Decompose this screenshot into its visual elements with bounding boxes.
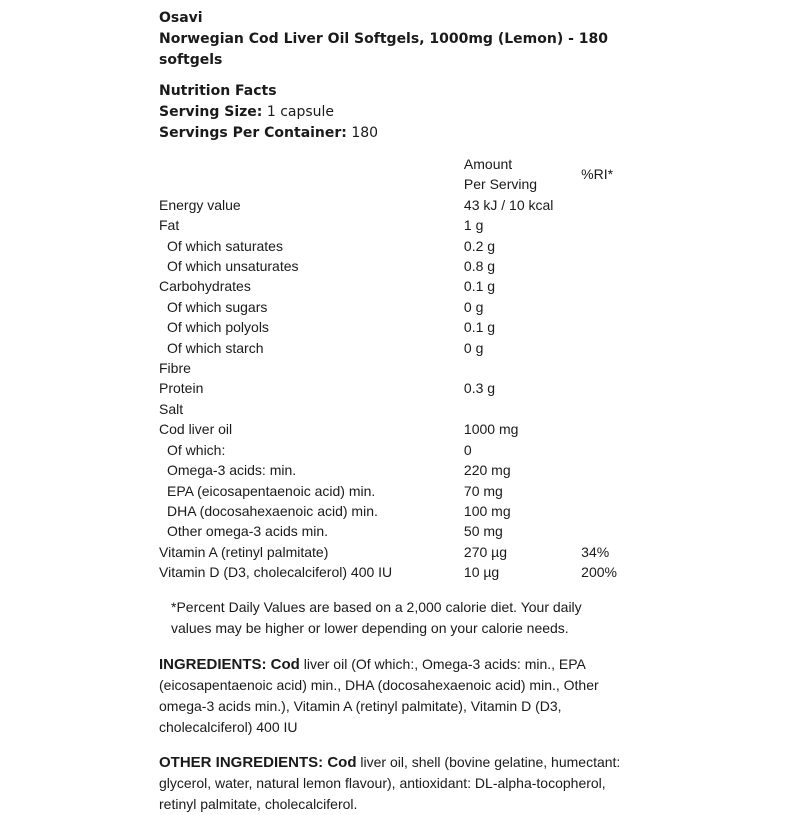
nutrient-amount <box>464 399 581 419</box>
nutrient-name <box>159 358 464 378</box>
nutrient-name-text: Carbohydrates <box>159 278 251 295</box>
nutrient-amount: 0.1 g <box>463 278 496 295</box>
nutrient-name-text: Fibre <box>159 360 191 377</box>
nutrient-ri <box>581 399 639 419</box>
table-header-row-2 <box>159 174 639 194</box>
nutrient-name-text: Of which saturates <box>167 237 283 254</box>
brand-name: Osavi <box>159 10 203 26</box>
servings-per-container <box>159 123 639 144</box>
nutrient-amount: 43 kJ / 10 kcal <box>463 196 554 213</box>
nutrient-name <box>159 399 464 419</box>
nutrient-name-text: EPA (eicosapentaenoic acid) min. <box>167 482 376 499</box>
serving-size-label: Serving Size: <box>159 104 263 120</box>
nutrient-amount: 0.1 g <box>463 319 496 336</box>
nutrition-facts-title: Nutrition Facts <box>159 83 277 99</box>
nutrient-name <box>159 215 464 235</box>
nutrient-amount: 0 g <box>463 339 484 356</box>
ingredients-label: INGREDIENTS: Cod <box>159 655 300 673</box>
nutrient-ri <box>581 297 639 317</box>
table-row <box>159 338 639 358</box>
servings-per-container-label: Servings Per Container: <box>159 125 347 141</box>
nutrient-name-text: Omega-3 acids: min. <box>167 462 297 479</box>
other-ingredients-paragraph <box>159 752 629 815</box>
nutrient-ri: 200% <box>581 564 617 581</box>
nutrient-name-text: Cod liver oil <box>159 421 233 438</box>
nutrient-amount: 270 µg <box>463 543 508 560</box>
nutrient-ri <box>581 419 639 439</box>
table-header-row <box>159 154 639 174</box>
nutrient-ri <box>581 440 639 460</box>
ri-header: %RI* <box>581 166 614 183</box>
nutrient-name-text: Energy value <box>159 196 241 213</box>
other-ingredients-text: liver oil, shell (bovine gelatine, humectant: glycerol, water, natural lemon flavour), antioxidant: DL-alpha-tocopherol, retinyl palmitate, cholecalciferol. <box>159 753 621 812</box>
nutrient-amount: 0.2 g <box>463 237 496 254</box>
nutrient-ri <box>581 276 639 296</box>
nutrient-name-text: Fat <box>159 217 180 234</box>
other-ingredients-label: OTHER INGREDIENTS: Cod <box>159 753 357 771</box>
nutrient-ri <box>581 215 639 235</box>
nutrient-amount: 220 mg <box>463 462 511 479</box>
nutrient-ri <box>581 378 639 398</box>
nutrient-ri <box>581 256 639 276</box>
nutrient-ri <box>581 481 639 501</box>
table-row <box>159 276 639 296</box>
nutrient-name <box>159 236 464 256</box>
nutrient-amount: 0 <box>463 441 472 458</box>
nutrient-name <box>159 521 464 541</box>
table-row <box>159 317 639 337</box>
nutrient-name-text: Protein <box>159 380 204 397</box>
table-row <box>159 481 639 501</box>
table-row <box>159 521 639 541</box>
table-row <box>159 378 639 398</box>
table-row <box>159 358 639 378</box>
table-row <box>159 460 639 480</box>
serving-size-value: 1 capsule <box>266 104 335 120</box>
nutrient-ri <box>581 195 639 215</box>
nutrient-name-text: Vitamin D (D3, cholecalciferol) 400 IU <box>159 564 393 581</box>
nutrient-ri <box>581 236 639 256</box>
nutrient-ri <box>581 358 639 378</box>
nutrient-name <box>159 276 464 296</box>
table-row <box>159 440 639 460</box>
nutrient-name-text: Of which starch <box>167 339 264 356</box>
nutrient-name-text: Of which unsaturates <box>167 258 299 275</box>
nutrient-name-text: Vitamin A (retinyl palmitate) <box>159 543 329 560</box>
nutrient-name <box>159 440 464 460</box>
servings-per-container-value: 180 <box>351 125 379 141</box>
nutrient-amount: 0 g <box>463 298 484 315</box>
nutrient-amount: 100 mg <box>463 502 511 519</box>
nutrient-name <box>159 481 464 501</box>
nutrient-ri: 34% <box>581 543 610 560</box>
nutrient-amount: 0.3 g <box>463 380 496 397</box>
table-row <box>159 542 639 562</box>
nutrient-name-text: Other omega-3 acids min. <box>167 523 329 540</box>
nutrient-ri <box>581 521 639 541</box>
nutrient-name <box>159 378 464 398</box>
ingredients-paragraph <box>159 654 629 738</box>
nutrient-name <box>159 562 464 582</box>
nutrient-amount: 50 mg <box>463 523 503 540</box>
nutrient-name-text: Of which sugars <box>167 298 268 315</box>
table-row <box>159 501 639 521</box>
ingredients-text: liver oil (Of which:, Omega-3 acids: min., EPA (eicosapentaenoic acid) min., DHA (docosahexaenoic acid) min., Other omega-3 acids min.), Vitamin A (retinyl palmitate), Vitamin D (D3, cholecalciferol) 400 IU <box>159 655 599 735</box>
nutrient-amount: 70 mg <box>463 482 503 499</box>
table-row <box>159 195 639 215</box>
table-row <box>159 297 639 317</box>
table-row <box>159 236 639 256</box>
nutrient-amount <box>464 358 581 378</box>
nutrient-amount: 0.8 g <box>463 258 496 275</box>
nutrient-name <box>159 460 464 480</box>
nutrient-ri <box>581 501 639 521</box>
nutrient-name-text: Of which polyols <box>167 319 269 336</box>
nutrient-name <box>159 501 464 521</box>
amount-header-line1: Amount <box>463 156 513 172</box>
table-row <box>159 399 639 419</box>
nutrient-name <box>159 317 464 337</box>
nutrient-name-text: DHA (docosahexaenoic acid) min. <box>167 502 378 519</box>
nutrient-ri <box>581 460 639 480</box>
nutrient-name <box>159 419 464 439</box>
nutrient-amount: 1000 mg <box>463 421 519 438</box>
serving-size <box>159 102 639 123</box>
table-row <box>159 215 639 235</box>
amount-header-line2: Per Serving <box>463 176 538 193</box>
nutrient-amount: 1 g <box>463 217 484 234</box>
nutrient-name <box>159 542 464 562</box>
nutrient-name <box>159 195 464 215</box>
nutrient-ri <box>581 317 639 337</box>
nutrient-name <box>159 338 464 358</box>
nutrient-name-text: Of which: <box>167 441 226 458</box>
product-info-page <box>159 0 639 815</box>
nutrient-name <box>159 256 464 276</box>
nutrient-name <box>159 297 464 317</box>
nutrient-ri <box>581 338 639 358</box>
product-title: Norwegian Cod Liver Oil Softgels, 1000mg (Lemon) - 180 softgels <box>159 31 608 68</box>
table-row <box>159 256 639 276</box>
nutrient-name-text: Salt <box>159 400 184 417</box>
daily-values-footnote: *Percent Daily Values are based on a 2,000 calorie diet. Your daily values may be higher or lower depending on your calorie needs. <box>171 598 582 636</box>
table-row <box>159 562 639 582</box>
nutrient-amount: 10 µg <box>463 564 500 581</box>
table-row <box>159 419 639 439</box>
nutrition-table <box>159 154 639 583</box>
